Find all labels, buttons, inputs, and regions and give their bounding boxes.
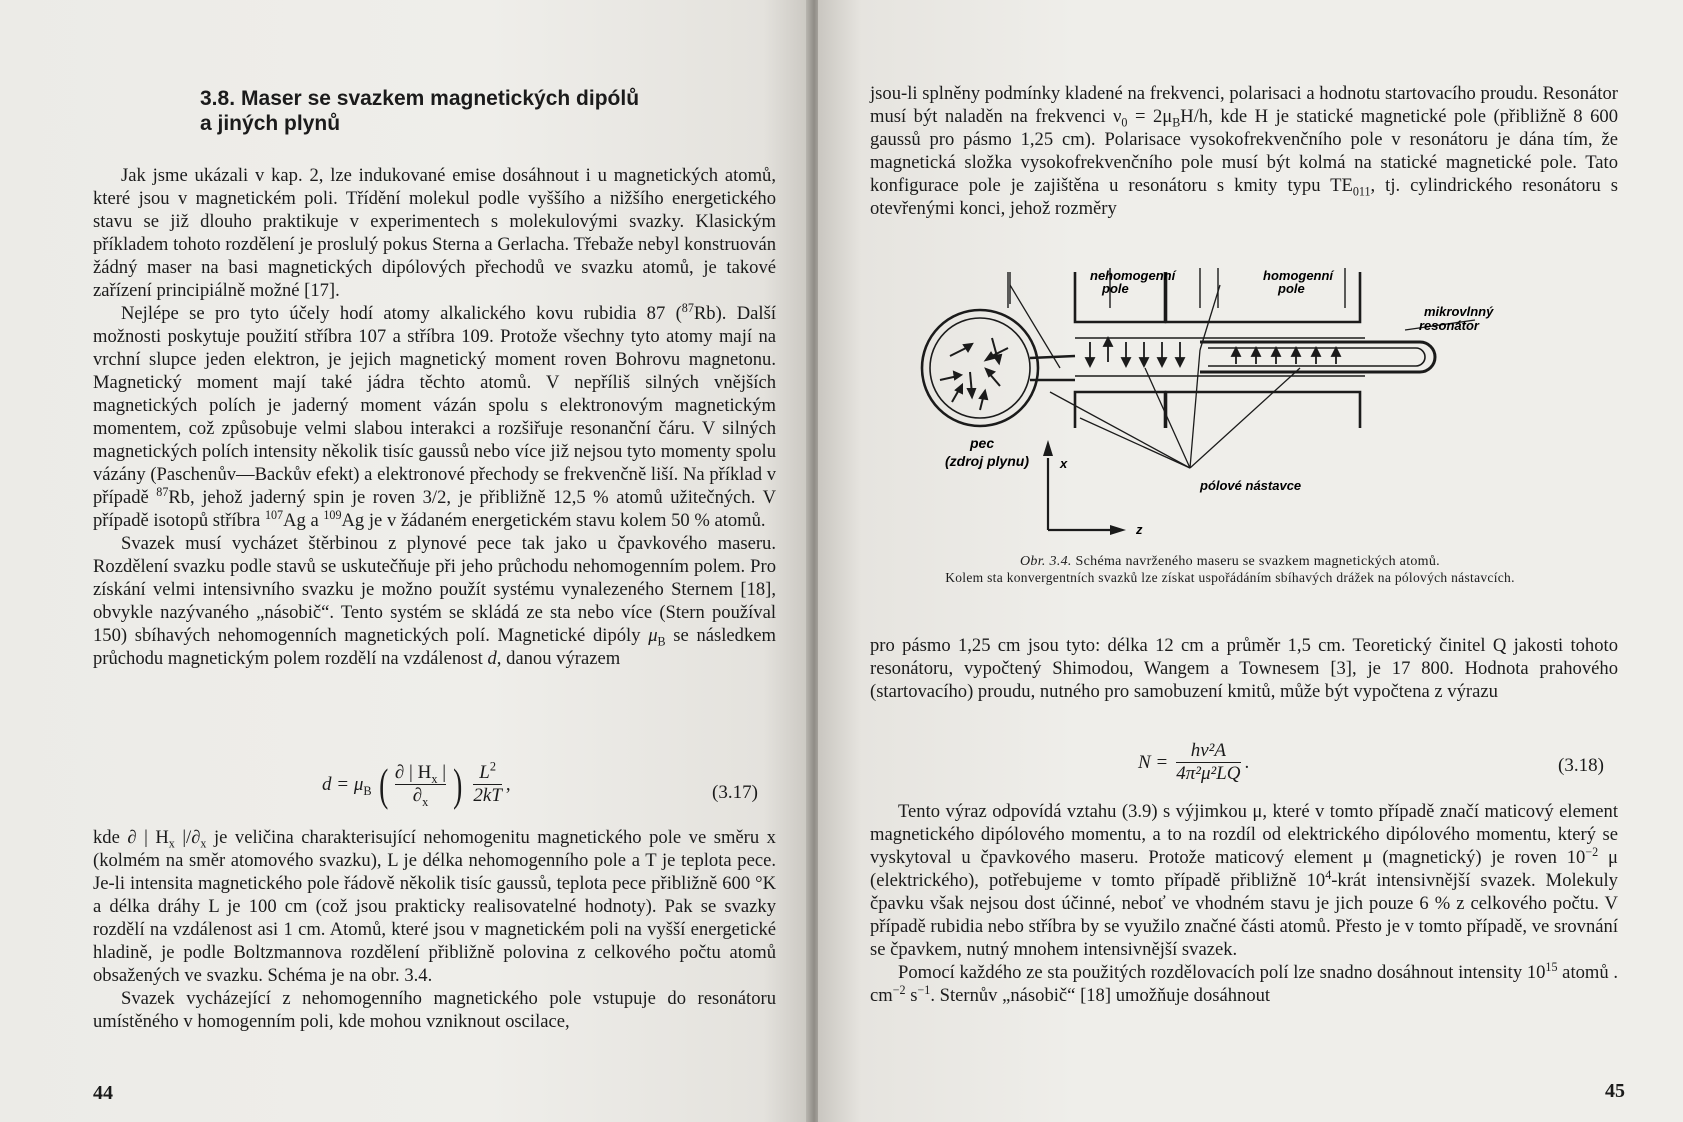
fraction-length: $\frac{L^2}{2kT}$ <box>473 759 502 806</box>
figure-maser-schematic <box>900 268 1540 548</box>
paragraph: Jak jsme ukázali v kap. 2, lze indukované emise dosáhnout i u magnetických atomů, které jsou v magnetickém poli. Třídění molekul podle vyššího a nižšího energetického stavu se již dlouho praktikuje v experimentech s molekulovými svazky. Klasickým příkladem tohoto rozdělení je proslulý pokus Sterna a Gerlacha. Třebaže nebyl konstruován žádný maser na basi magnetických dipólových přechodů ve svazku atomů, je takové zařízení principiálně možné [17]. <box>93 165 776 301</box>
paragraph: jsou-li splněny podmínky kladené na frekvenci, polarisaci a hodnotu startovacího proudu. Resonátor musí být naladěn na frekvenci $\nu_0 = 2\mu_BH/h$, kde H je statické magnetické pole (přibližně 8 600 gaussů pro pásmo 1,25 cm). Polarisace vysokofrekvenčního pole v resonátoru je dána tím, že magnetická složka vysokofrekvenčního pole musí být kolmá na statické magnetické pole. Tato konfigurace pole je zajištěna u resonátoru s kmity typu $TE_{011}$, tj. cylindrického resonátoru s otevřenými konci, jehož rozměry <box>870 83 1618 219</box>
equation-number: (3.17) <box>712 782 758 803</box>
label-axis-z: z <box>1136 522 1143 537</box>
page-number: 45 <box>1605 1080 1625 1102</box>
label-resonator: resonátor <box>1419 318 1479 333</box>
label-microwave: mikrovlnný <box>1424 304 1494 319</box>
paragraph: Pomocí každého ze sta použitých rozdělovacích polí lze snadno dosáhnout intensity $10^{15}$ atomů . $cm^{-2}$ $s^{-1}$. Sternův „násobič“ [18] umožňuje dosáhnout <box>870 959 1618 1006</box>
left-text-block-1 <box>93 164 776 670</box>
heading-line-2: a jiných plynů <box>200 112 341 135</box>
section-number: 3.8. <box>200 87 236 110</box>
paragraph: pro pásmo 1,25 cm jsou tyto: délka 12 cm a průměr 1,5 cm. Teoretický činitel Q jakosti tohoto resonátoru, vypočtený Shimodou, Wangem a Townesem [3], je 17 800. Hodnota prahového (startovacího) proudu, nutného pro samobuzení kmitů, může být vypočtena z výrazu <box>870 635 1618 702</box>
label-pole-1: pole <box>1102 281 1129 296</box>
label-pole-pieces: pólové nástavce <box>1200 478 1302 493</box>
fraction-threshold: $\frac{\text{hν²A}}{\text{4π²μ²LQ}}$ <box>1176 740 1241 784</box>
left-page <box>0 0 812 1122</box>
equation-3-17: $d = \mu_B$ ( $\frac{\partial | H_x |}{\partial_x}$ ) $\frac{L^2}{2kT}$ , <box>322 758 511 810</box>
right-text-block-1 <box>870 82 1618 220</box>
paragraph: kde ∂ | $H_x$ $|/\partial_x$ je veličina charakterisující nehomogenitu magnetického pole ve směru x (kolmém na směr atomového svazku), L je délka nehomogenního pole a T je teplota pece. Je-li intensita magnetického pole řádově několik tisíc gaussů, teplota pece přibližně 600 °K a délka dráhy L je 100 cm (což jsou prakticky realisovatelné hodnoty). Pak se svazky rozdělí na vzdálenost asi 1 cm. Atomů, které jsou v magnetickém poli na vyšší energetické hladině, je podle Boltzmannova rozdělení přibližně polovina z celkového počtu atomů obsažených ve svazku. Schéma je na obr. 3.4. <box>93 827 776 986</box>
page-number: 44 <box>93 1082 113 1104</box>
label-oven: pec <box>970 435 995 451</box>
right-text-block-2 <box>870 634 1618 703</box>
label-nonhomogeneous: nehomogenní <box>1090 268 1176 283</box>
paragraph: Nejlépe se pro tyto účely hodí atomy alkalického kovu rubidia 87 ($^{87}$Rb). Další možnosti poskytuje použití stříbra 107 a stříbra 109. Protože všechny tyto atomy mají na vrchní slupce jeden elektron, je jejich magnetický moment roven Bohrovu magnetonu. Magnetický moment mají také jádra těchto atomů. V nepříliš silných vnějších magnetických polích je jaderný moment vázán spolu s elektronovým magnetickým momentem, což způsobuje velmi slabou interakci a rozšiřuje resonanční čáru. V silných magnetických polích intensity několik tisíc gaussů nebo více již nejsou tyto momenty spolu vázány (Paschenův—Backův efekt) a elektronové přechody se frekvenčně liší. Na příklad v případě $^{87}$Rb, jehož jaderný spin je roven 3/2, je přibližně 12,5 % atomů užitečných. V případě isotopů stříbra $^{107}$Ag a $^{109}$Ag je v žádaném energetickém stavu kolem 50 % atomů. <box>93 300 776 531</box>
oven-inner-circle <box>930 318 1030 418</box>
paragraph: Svazek musí vycházet štěrbinou z plynové pece tak jako u čpavkového maseru. Rozdělení svazku podle stavů se uskutečňuje při jeho průchodu nehomogenním polem. Pro získání velmi intensivního svazku je možno použít systému vynalezeného Sternem [18], obvykle nazývaného „násobič“. Tento systém se skládá ze sta nebo více (Stern používal 150) sbíhavých nehomogenních magnetických polí. Magnetické dipóly $\mu_B$ se následkem průchodu magnetickým polem rozdělí na vzdálenost d, danou výrazem <box>93 533 776 669</box>
equation-number: (3.18) <box>1558 755 1604 776</box>
paragraph: Tento výraz odpovídá vztahu (3.9) s výjimkou μ, které v tomto případě značí maticový element magnetického dipólového momentu, a to na rozdíl od elektrického dipólového momentu, který se vyskytoval u čpavkového maseru. Protože maticový element μ (magnetický) je roven $10^{-2}$ μ (elektrického), potřebujeme v tomto případě přibližně $10^4$-krát intensivnější svazek. Molekuly čpavku však nejsou dost účinné, neboť ve vhodném stavu je jich pouze 6 % z celkového počtu. V případě rubidia nebo stříbra by se využilo značné části atomů. Přesto je v tomto případě, ve srovnání se čpavkem, nutný mnohem intensivnější svazek. <box>870 801 1618 960</box>
fraction-gradient: $\frac{\partial | H_x |}{\partial_x}$ <box>394 762 447 809</box>
left-text-block-2 <box>93 826 776 1033</box>
figure-caption <box>870 554 1590 586</box>
caption-title: Schéma navrženého maseru se svazkem magnetických atomů. <box>1075 554 1440 569</box>
label-axis-x: x <box>1060 456 1068 471</box>
caption-body: Kolem sta konvergentních svazků lze získat uspořádáním sbíhavých drážek na pólových nástavcích. <box>945 570 1515 585</box>
paragraph: Svazek vycházející z nehomogenního magnetického pole vstupuje do resonátoru umístěného v homogenním poli, kde mohou vzniknout oscilace, <box>93 988 776 1032</box>
right-text-block-3 <box>870 800 1618 1007</box>
label-homogeneous: homogenní <box>1263 268 1334 283</box>
maser-schematic-diagram <box>900 268 1540 548</box>
equation-3-18: N = $\frac{\text{hν²A}}{\text{4π²μ²LQ}}$ . <box>1138 740 1250 784</box>
pole-piece-lower-1 <box>1075 392 1165 428</box>
section-heading <box>200 86 720 136</box>
heading-line-1: Maser se svazkem magnetických dipólů <box>241 87 640 110</box>
label-pole-2: pole <box>1278 281 1305 296</box>
caption-figure-number: Obr. 3.4. <box>1020 554 1072 569</box>
label-gas-source: (zdroj plynu) <box>945 453 1029 469</box>
